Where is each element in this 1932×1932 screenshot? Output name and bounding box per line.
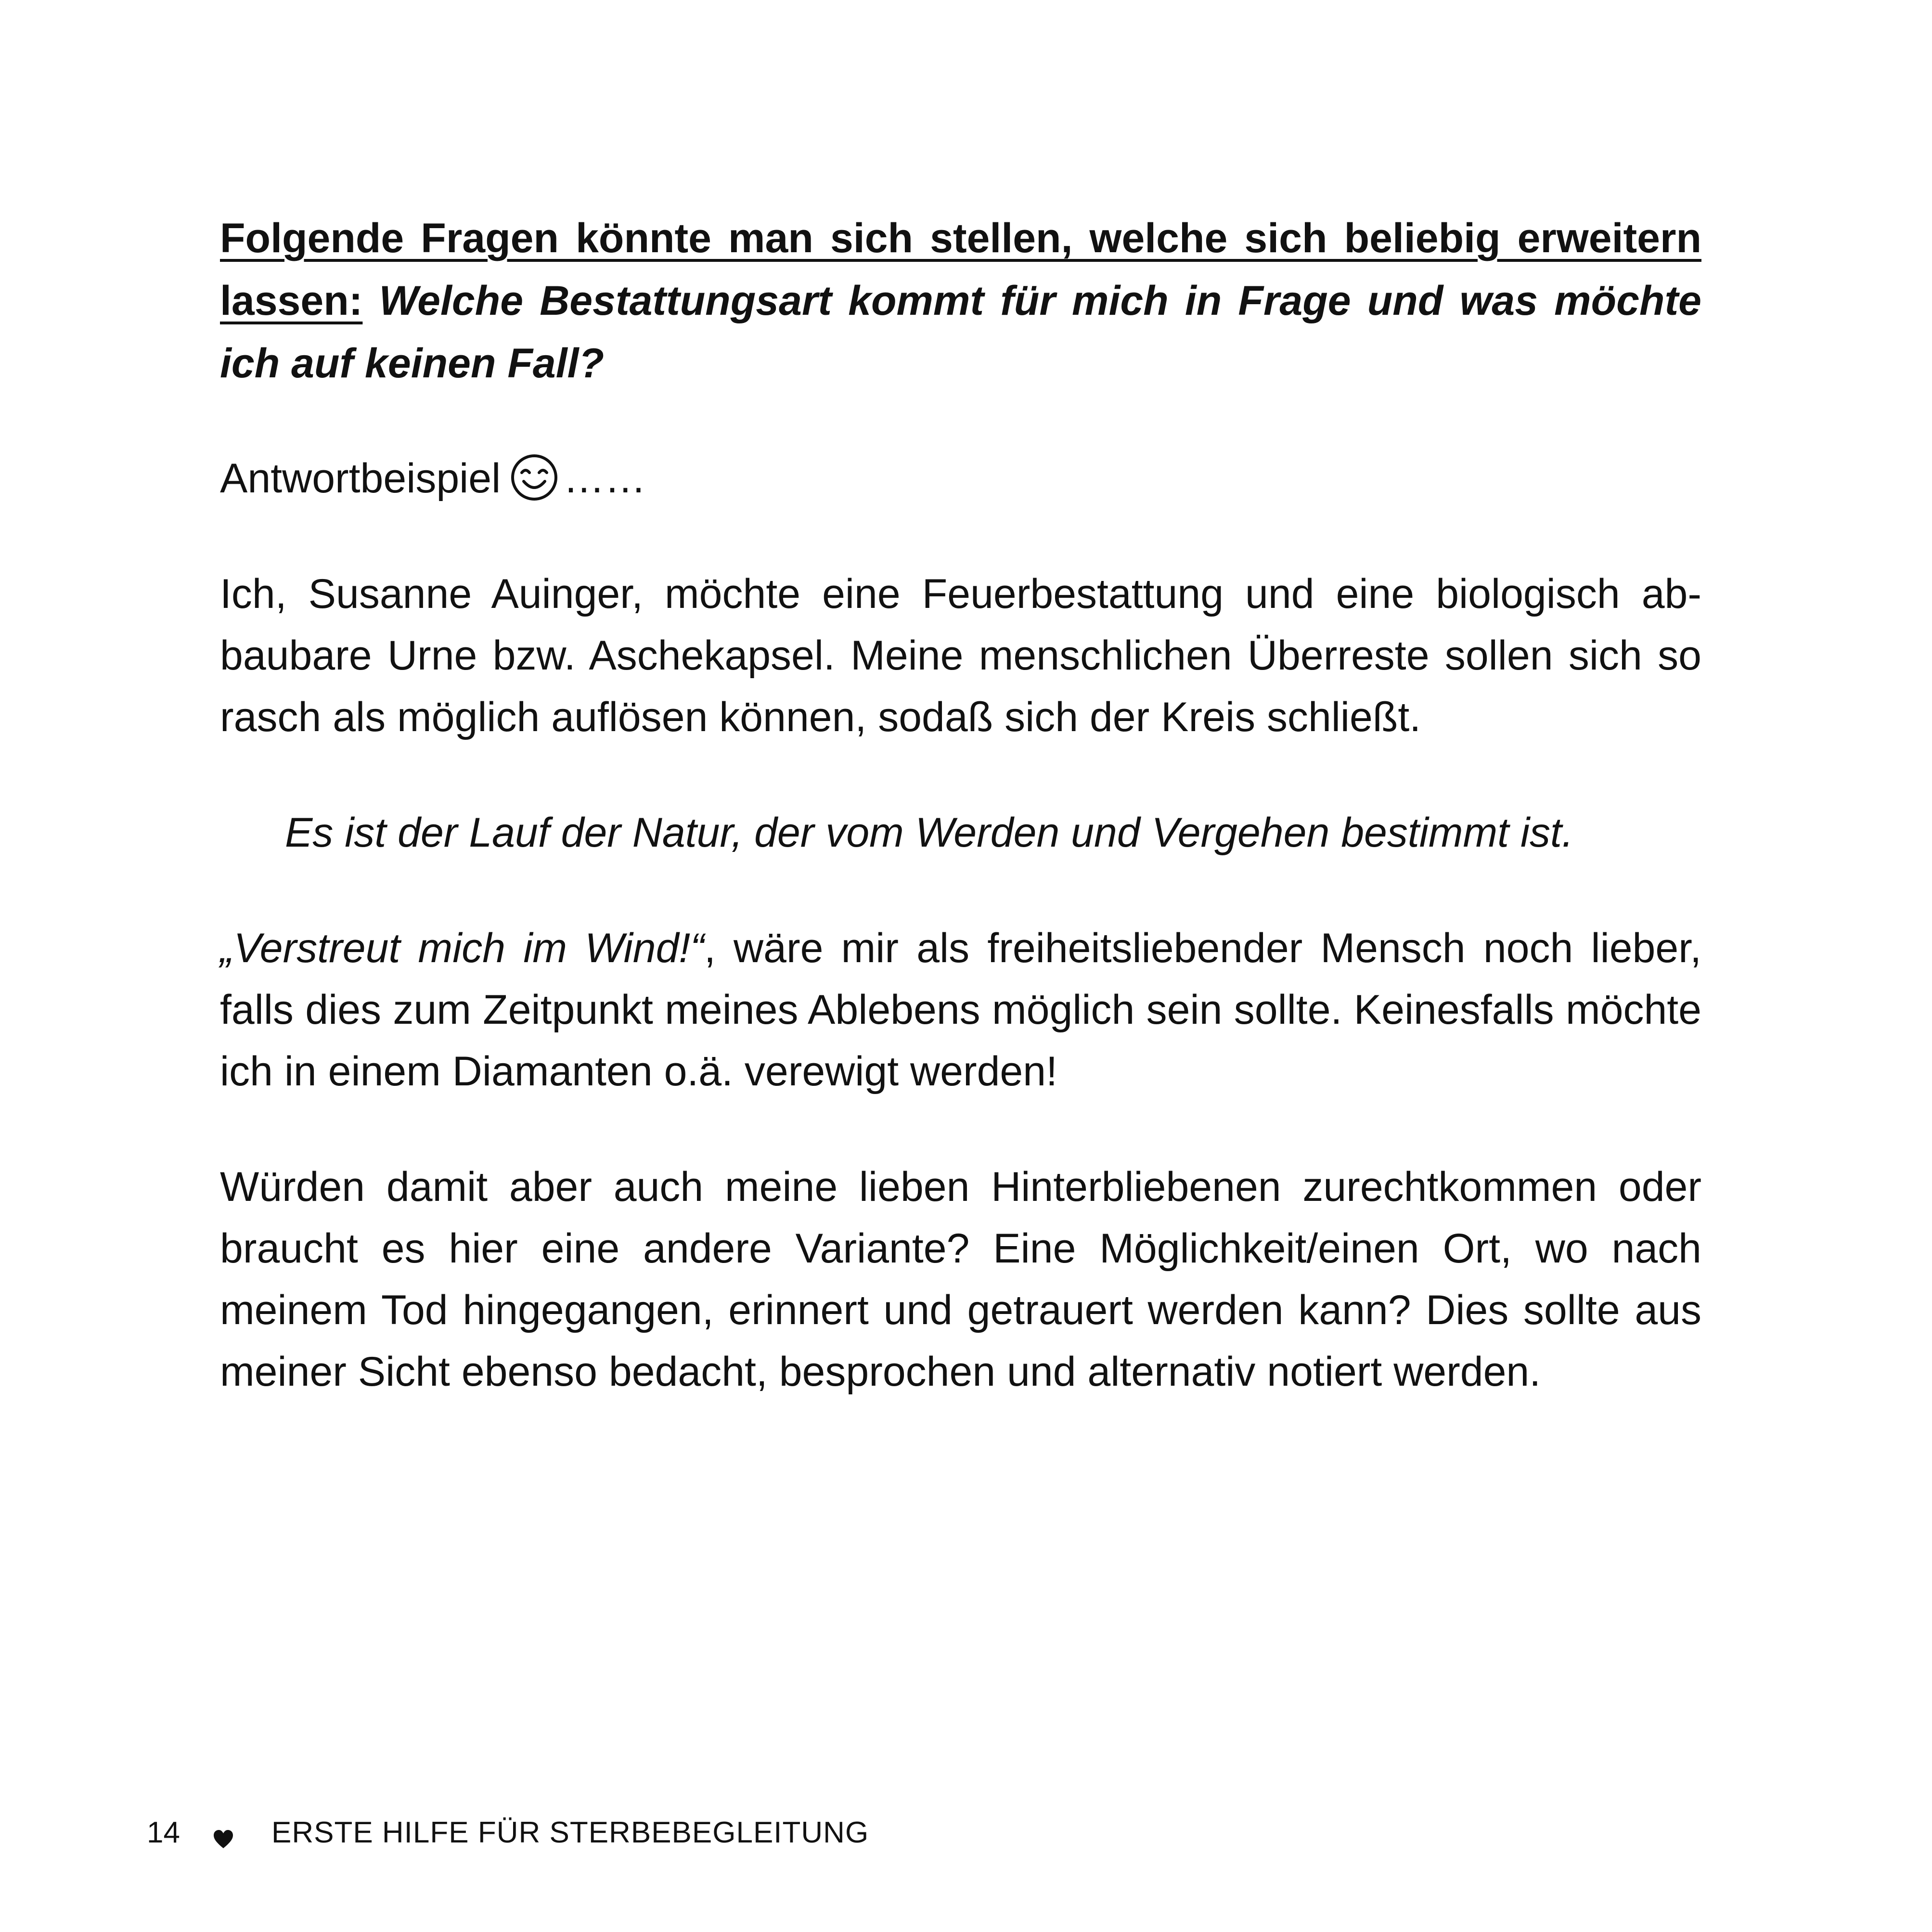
- heading-question: Welche Bestattungsart kommt für mich in Frage und was möchte ich auf keinen Fall?: [220, 278, 1701, 386]
- heading-lead: Folgende Fragen könnte man sich stellen, welche sich beliebig erweitern lassen:: [220, 215, 1701, 324]
- paragraph-scatter-wish: [220, 917, 1701, 1102]
- page-content: [220, 207, 1701, 1403]
- paragraph-bereaved: Würden damit aber auch meine lieben Hinterbliebenen zurechtkommen oder braucht es hier eine andere Variante? Eine Möglichkeit/einen Ort, wo nach meinem Tod hingegangen, erinnert und getrauert werden kann? Dies sollte aus meiner Sicht ebenso bedacht, besprochen und alternativ notiert werden.: [220, 1164, 1701, 1395]
- answer-example-dots: ……: [563, 455, 646, 502]
- page-number: 14: [147, 1816, 180, 1849]
- nature-quote: Es ist der Lauf der Natur, der vom Werden und Vergehen bestimmt ist.: [285, 810, 1573, 856]
- paragraph-cremation-wish: Ich, Susanne Auinger, möchte eine Feuerbestattung und eine biologisch abbaubare Urne bzw. Aschekapsel. Meine menschlichen Überreste sollen sich so rasch als möglich auflösen können, sodaß sich der Kreis schließt.: [220, 571, 1701, 740]
- heart-icon: [213, 1821, 234, 1842]
- book-title: ERSTE HILFE FÜR STERBEBEGLEITUNG: [271, 1816, 869, 1849]
- scatter-quote: „Verstreut mich im Wind!“: [220, 925, 704, 971]
- page-footer: [147, 1814, 869, 1852]
- scatter-text: , wäre mir als freiheitsliebender Mensch noch lieber, falls dies zum Zeitpunkt meines Ablebens möglich sein sollte. Keinesfalls möchte ich in einem Diamanten o.ä. verewigt werden!: [220, 925, 1701, 1095]
- question-heading: [220, 207, 1701, 395]
- smiling-face-icon: [510, 453, 558, 502]
- answer-example-line: [220, 448, 1701, 509]
- answer-example-label: Antwortbeispiel: [220, 455, 501, 502]
